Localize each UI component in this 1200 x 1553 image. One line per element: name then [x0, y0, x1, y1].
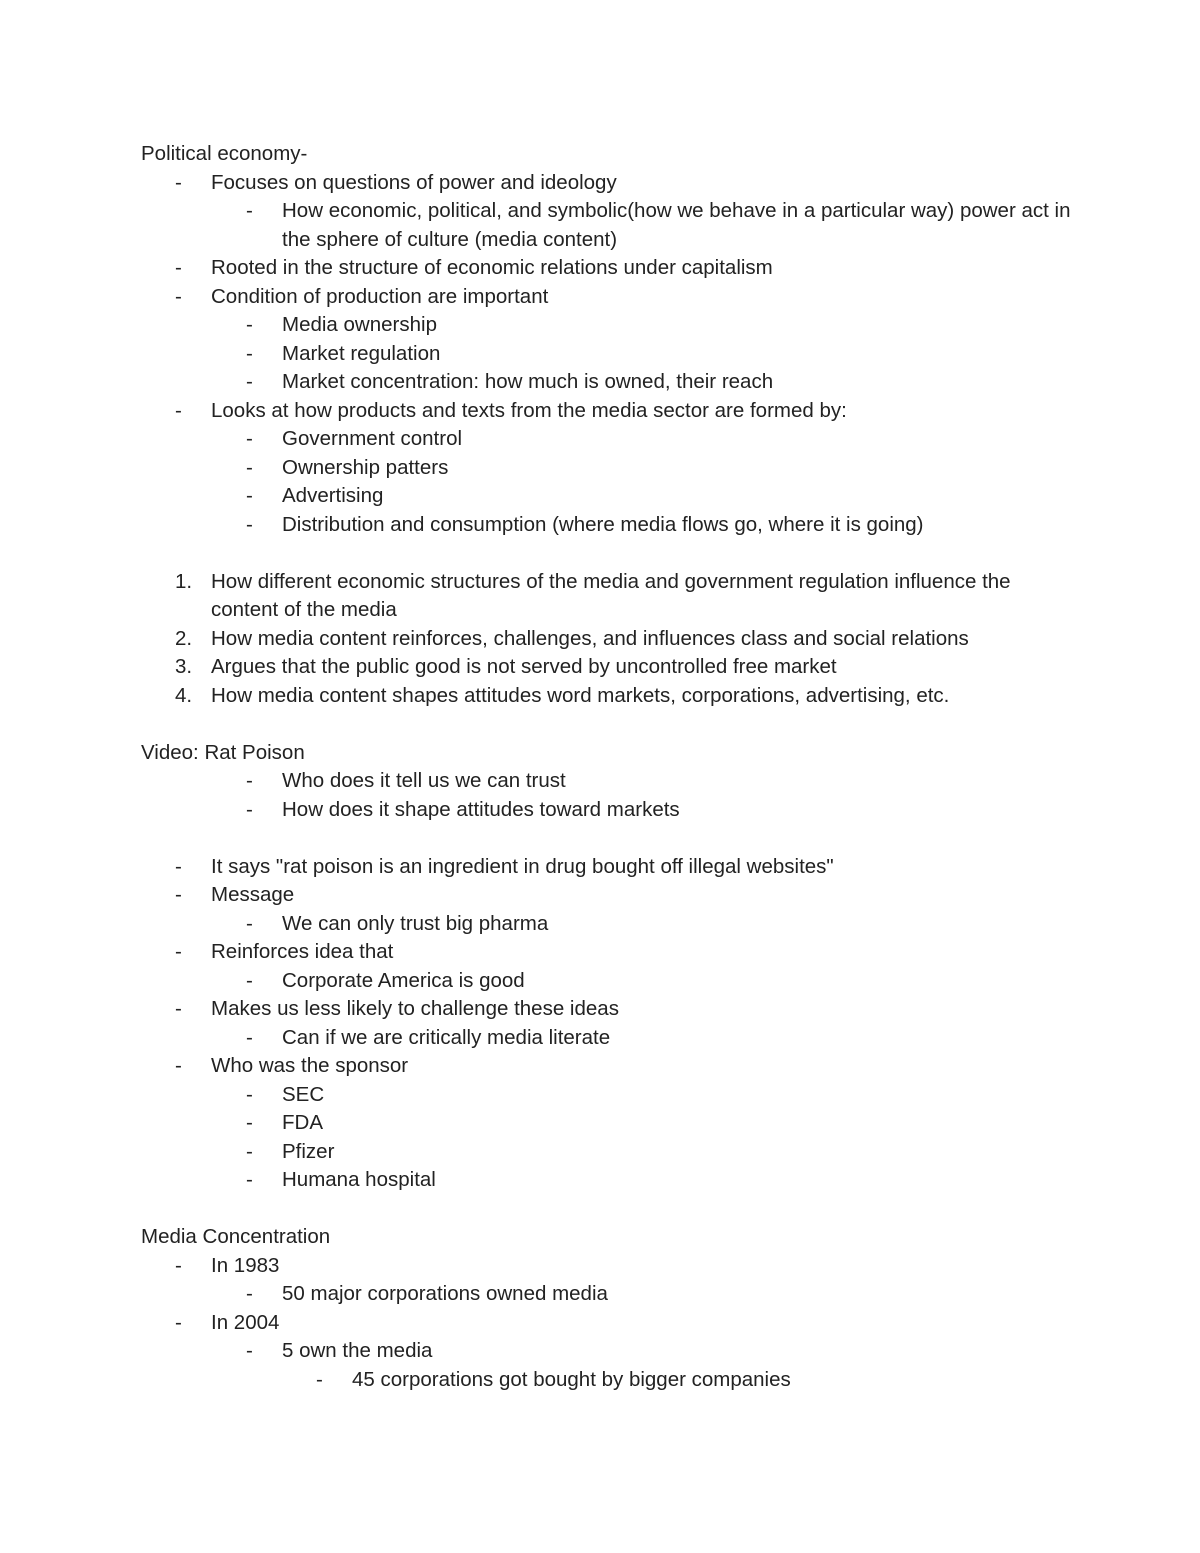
list-item-text: Makes us less likely to challenge these ideas [211, 997, 619, 1020]
numbered-item [141, 568, 1071, 625]
list-item [141, 197, 1071, 254]
list-item-text: Humana hospital [282, 1168, 436, 1191]
list-item-text: Corporate America is good [282, 968, 525, 992]
list-item [141, 1366, 1071, 1395]
bullet-dash: - [175, 883, 182, 906]
bullet-dash: - [246, 427, 253, 450]
bullet-dash: - [175, 284, 182, 308]
bullet-dash: - [246, 341, 253, 365]
list-item [141, 1280, 1071, 1309]
list-item [141, 967, 1071, 996]
section-heading-media-concentration: Media Concentration [141, 1225, 331, 1248]
numbered-item-text: Argues that the public good is not served by uncontrolled free market [211, 655, 837, 678]
list-item-text: Government control [282, 427, 463, 450]
blank-line [141, 1195, 1071, 1224]
list-item-text: It says "rat poison is an ingredient in drug bought off illegal websites" [211, 854, 834, 878]
list-item-text: In 2004 [211, 1310, 280, 1334]
list-item [141, 995, 1071, 1024]
list-item-text: Looks at how products and texts from the media sector are formed by: [211, 398, 847, 422]
list-item-text: FDA [282, 1111, 323, 1134]
bullet-dash: - [246, 1339, 253, 1362]
list-item [141, 425, 1071, 454]
list-item [141, 311, 1071, 340]
list-item-text: Pfizer [282, 1139, 335, 1163]
number-marker: 3. [175, 655, 193, 678]
list-item-text: Condition of production are important [211, 284, 549, 308]
list-item-text: We can only trust big pharma [282, 911, 549, 935]
list-item-text: Who was the sponsor [211, 1054, 409, 1077]
bullet-dash: - [175, 398, 182, 422]
list-item [141, 1109, 1071, 1138]
list-item-text: SEC [282, 1082, 325, 1106]
list-item [141, 1138, 1071, 1167]
list-item-text: Distribution and consumption (where media flows go, where it is going) [282, 512, 924, 536]
list-item-text: Focuses on questions of power and ideology [211, 170, 617, 194]
number-marker: 2. [175, 626, 193, 650]
numbered-item [141, 625, 1071, 654]
list-item [141, 1337, 1071, 1366]
list-item [141, 796, 1071, 825]
bullet-dash: - [175, 1310, 182, 1334]
list-item [141, 397, 1071, 426]
numbered-item [141, 653, 1071, 682]
bullet-dash: - [246, 911, 253, 935]
bullet-dash: - [175, 256, 182, 279]
blank-line [141, 824, 1071, 853]
bullet-dash: - [246, 797, 253, 821]
bullet-dash: - [246, 1139, 253, 1163]
list-item [141, 853, 1071, 882]
number-marker: 4. [175, 683, 193, 707]
list-item [141, 169, 1071, 198]
section-heading-political-economy: Political economy- [141, 142, 308, 165]
blank-line [141, 539, 1071, 568]
list-item-text: Reinforces idea that [211, 940, 394, 963]
list-item-text: 45 corporations got bought by bigger companies [352, 1367, 791, 1391]
blank-line [141, 710, 1071, 739]
list-item-text: Message [211, 883, 295, 906]
list-item [141, 1166, 1071, 1195]
list-item [141, 340, 1071, 369]
list-item-text: In 1983 [211, 1253, 280, 1277]
list-item [141, 511, 1071, 540]
bullet-dash: - [246, 484, 253, 507]
bullet-dash: - [246, 1082, 253, 1106]
list-item-text: How economic, political, and symbolic(how we behave in a particular way) power act in the sphere of culture (media content) [282, 199, 1071, 251]
bullet-dash: - [316, 1367, 323, 1391]
bullet-dash: - [246, 968, 253, 992]
list-item-text: Market regulation [282, 341, 441, 365]
numbered-item-text: How media content shapes attitudes word markets, corporations, advertising, etc. [211, 683, 950, 707]
bullet-dash: - [246, 455, 253, 479]
bullet-dash: - [246, 370, 253, 393]
bullet-dash: - [246, 769, 253, 792]
list-item [141, 767, 1071, 796]
list-item [141, 1024, 1071, 1053]
numbered-item [141, 682, 1071, 711]
number-marker: 1. [175, 569, 193, 593]
list-item [141, 482, 1071, 511]
bullet-dash: - [175, 1054, 182, 1077]
list-item [141, 1081, 1071, 1110]
list-item-text: Advertising [282, 484, 384, 507]
list-item-text: Who does it tell us we can trust [282, 769, 566, 792]
bullet-dash: - [246, 512, 253, 536]
list-item-text: Can if we are critically media literate [282, 1025, 611, 1049]
bullet-dash: - [246, 313, 253, 336]
list-item [141, 283, 1071, 312]
bullet-dash: - [246, 1025, 253, 1049]
bullet-dash: - [246, 1111, 253, 1134]
list-item [141, 1309, 1071, 1338]
list-item-text: Ownership patters [282, 455, 449, 479]
numbered-item-text: How media content reinforces, challenges, and influences class and social relations [211, 626, 969, 650]
list-item [141, 881, 1071, 910]
bullet-dash: - [246, 199, 253, 222]
list-item [141, 910, 1071, 939]
bullet-dash: - [175, 1253, 182, 1277]
list-item-text: Market concentration: how much is owned, their reach [282, 370, 774, 393]
bullet-dash: - [175, 170, 182, 194]
bullet-dash: - [175, 854, 182, 878]
bullet-dash: - [175, 940, 182, 963]
list-item [141, 938, 1071, 967]
document-content [141, 140, 1071, 1394]
bullet-dash: - [175, 997, 182, 1020]
list-item [141, 1252, 1071, 1281]
list-item-text: Rooted in the structure of economic relations under capitalism [211, 256, 773, 279]
list-item-text: 50 major corporations owned media [282, 1282, 608, 1305]
list-item [141, 254, 1071, 283]
bullet-dash: - [246, 1168, 253, 1191]
numbered-item-text: How different economic structures of the media and government regulation influence the content of the media [211, 569, 1011, 621]
bullet-dash: - [246, 1282, 253, 1305]
list-item [141, 368, 1071, 397]
list-item-text: How does it shape attitudes toward markets [282, 797, 680, 821]
list-item [141, 1052, 1071, 1081]
section-heading-video: Video: Rat Poison [141, 740, 305, 764]
list-item [141, 454, 1071, 483]
list-item-text: Media ownership [282, 313, 437, 336]
list-item-text: 5 own the media [282, 1339, 433, 1362]
